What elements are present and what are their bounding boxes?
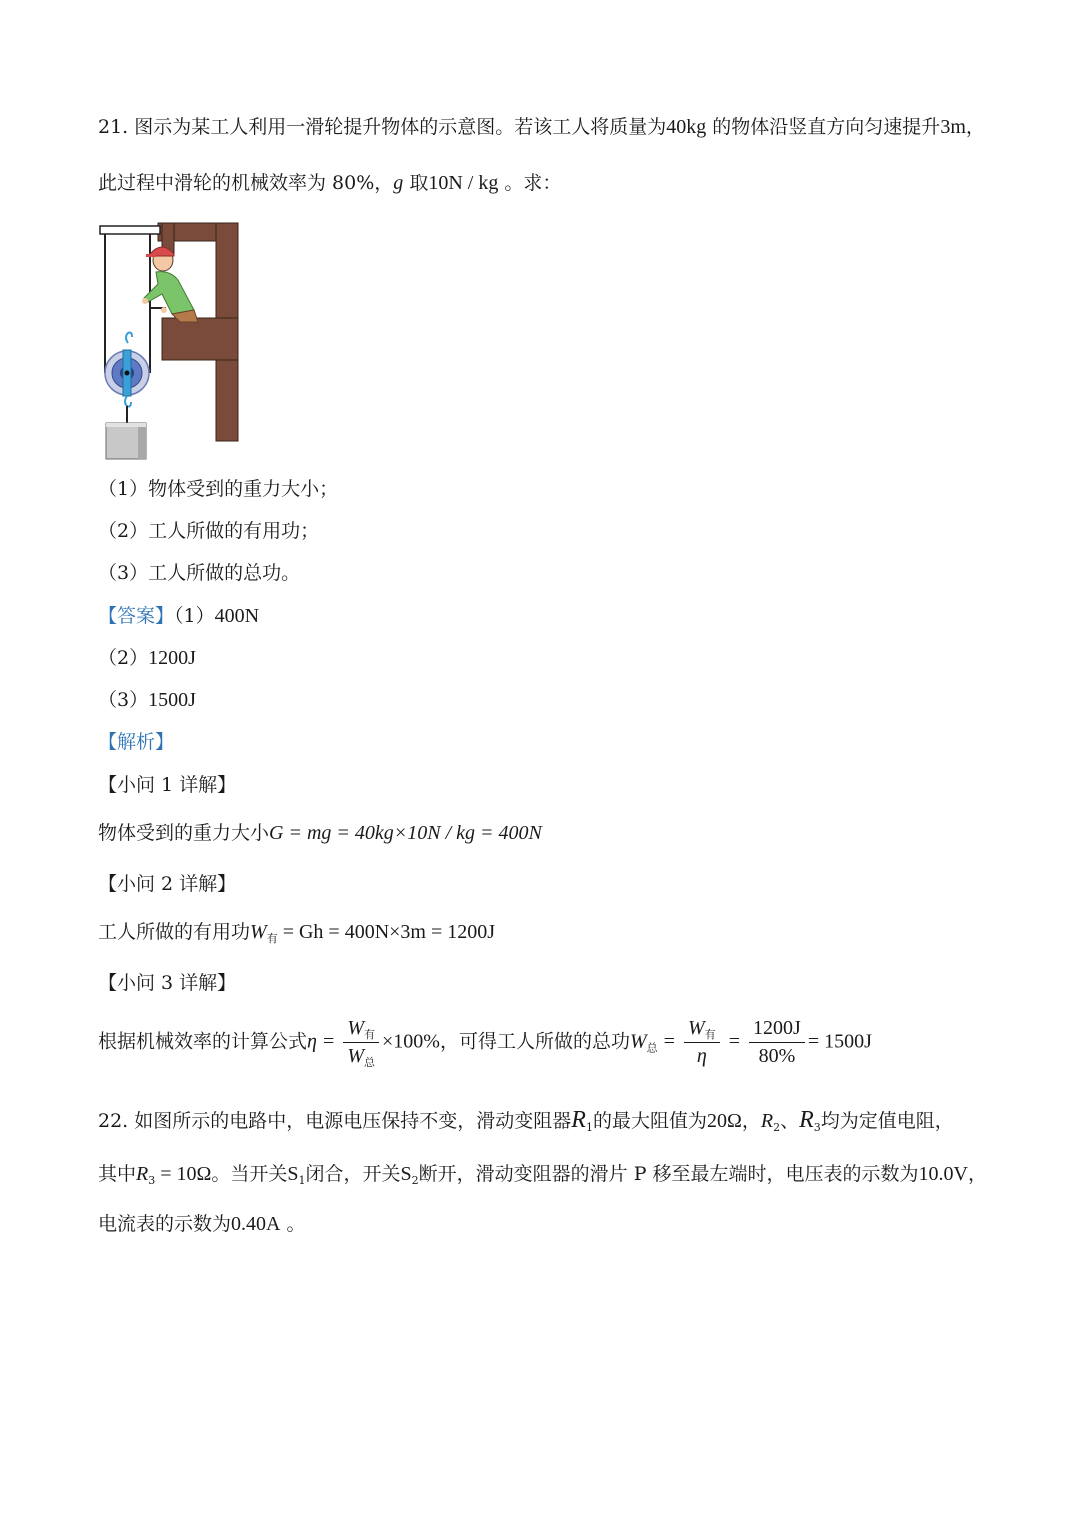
sub2-formula: = Gh = 400N×3m = 1200J [277,921,496,943]
q22-l1-c: ， [741,1110,761,1132]
q22-line1 [98,1108,954,1132]
q22-l2-d: 断开，滑动变阻器的滑片 P 移至最左端时，电压表的示数为 [418,1163,919,1185]
sub3-text-b: ，可得工人所做的总功 [439,1030,630,1053]
q22-l2-b: 。当开关 [211,1163,288,1185]
answer-label: 【答案】 [98,605,175,627]
sub3-times: ×100% [381,1030,440,1053]
sub1-title: 【小问 1 详解】 [98,774,237,796]
ceiling-bracket [100,226,160,234]
sub1-formula: G = mg = 40kg×10N / kg = 400N [269,822,542,844]
q22-r2: R [760,1110,774,1132]
q22-line2 [98,1163,988,1187]
q22-current: 0.40A [231,1213,281,1235]
q21-stem2-text-c: 。求： [498,172,562,194]
q22-voltage: 10.0V [918,1163,968,1185]
q22-s1-sub: 1 [298,1174,306,1187]
q21-g-value: 10N / kg [428,172,499,194]
pulley-worker-figure [98,218,243,463]
q22-l1-d: 、 [780,1110,800,1132]
answer-2-value: 1200J [148,647,196,669]
q21-stem2-text-b: 取 [403,172,429,194]
q22-r1-max: 20Ω [706,1110,742,1132]
q21-stem-text-b: 的物体沿竖直方向匀速提升 [706,116,941,138]
q21-stem-text-a: 21. 图示为某工人利用一滑轮提升物体的示意图。若该工人将质量为 [98,116,667,138]
sub3-result: = 1500J [807,1030,872,1053]
sub3-wt: W [629,1030,647,1053]
q22-s2-sub: 2 [411,1174,419,1187]
sub3-title: 【小问 3 详解】 [98,972,237,994]
q22-r3-value: = 10Ω [155,1163,212,1185]
q22-l2-r3-sub: 3 [148,1174,156,1187]
q22-r1: R [571,1107,586,1133]
sub3-eta: η [307,1030,317,1053]
q22-s1: S [287,1163,299,1185]
frac2-den: η [696,1045,707,1067]
frac2-num: W [688,1017,705,1039]
analysis-label: 【解析】 [98,731,175,753]
sub1-text: 物体受到的重力大小 [98,822,270,844]
q22-l2-a: 其中 [98,1163,137,1185]
frac1-den: W [347,1045,364,1067]
frac1-num-sub: 有 [363,1029,375,1041]
load-block-icon [106,423,146,459]
sub3-text-a: 根据机械效率的计算公式 [98,1030,308,1053]
answer-3-prefix: （3） [98,689,149,711]
answer-line-3 [98,690,196,710]
sub2-w: W [250,921,267,943]
answer-line-1 [98,606,259,626]
q22-l2-c: 闭合，开关 [305,1163,401,1185]
answer-line-2 [98,648,196,668]
q22-l1-e: 均为定值电阻， [820,1110,954,1132]
q22-s2: S [400,1163,412,1185]
q22-l3-b: 。 [280,1213,306,1235]
sub1-solution [98,823,542,843]
value-fraction [749,1018,805,1067]
q22-l2-e: ， [968,1163,988,1185]
frac2-num-sub: 有 [704,1029,716,1041]
sub2-w-sub: 有 [266,932,278,945]
answer-3-value: 1500J [148,689,196,711]
q22-l1-b: 的最大阻值为 [592,1110,707,1132]
q21-question-2: （2）工人所做的有用功； [98,520,320,542]
q21-stem-line1 [98,117,985,137]
total-work-fraction [684,1018,720,1067]
q21-height: 3m [940,116,966,138]
sub3-solution: 根据机械效率的计算公式η = $\frac{W_有}{W_总}$ ×100%，可得工人所做的总功$W_总$ = $\frac{W_有}{\eta}$ = $\frac{1200J}{80\%}$ = 1500J [98,1017,872,1069]
q22-l1-a: 22. 如图所示的电路中，电源电压保持不变，滑动变阻器 [98,1110,572,1132]
answer-2-prefix: （2） [98,647,149,669]
frac3-num: 1200J [753,1017,801,1039]
answer-1-prefix: （1） [174,605,215,627]
q21-question-3: （3）工人所做的总功。 [98,562,301,584]
efficiency-fraction [343,1018,379,1067]
sub2-text: 工人所做的有用功 [98,921,251,943]
q21-stem2-text-a: 此过程中滑轮的机械效率为 80%， [98,172,394,194]
sub3-eq: = [322,1030,335,1053]
sub2-title: 【小问 2 详解】 [98,873,237,895]
frac3-den: 80% [758,1045,796,1067]
q22-l3-a: 电流表的示数为 [98,1213,232,1235]
q22-r3-sub: 3 [813,1121,821,1134]
frac1-num: W [347,1017,364,1039]
q22-r2-sub: 2 [773,1121,781,1134]
pulley-icon [105,333,149,424]
q21-g-symbol: g [393,172,404,194]
sub3-wt-sub: 总 [646,1041,658,1055]
frac1-den-sub: 总 [363,1057,375,1069]
q22-line3 [98,1214,306,1234]
answer-1-value: 400N [214,605,260,627]
q21-question-1: （1）物体受到的重力大小； [98,478,339,500]
q21-mass: 40kg [666,116,707,138]
q22-r3: R [799,1107,814,1133]
q21-stem-text-c: ， [965,116,985,138]
q22-r1-sub: 1 [585,1121,593,1134]
q21-stem-line2 [98,173,561,193]
q22-l2-r3: R [136,1163,149,1185]
sub2-solution [98,921,496,945]
